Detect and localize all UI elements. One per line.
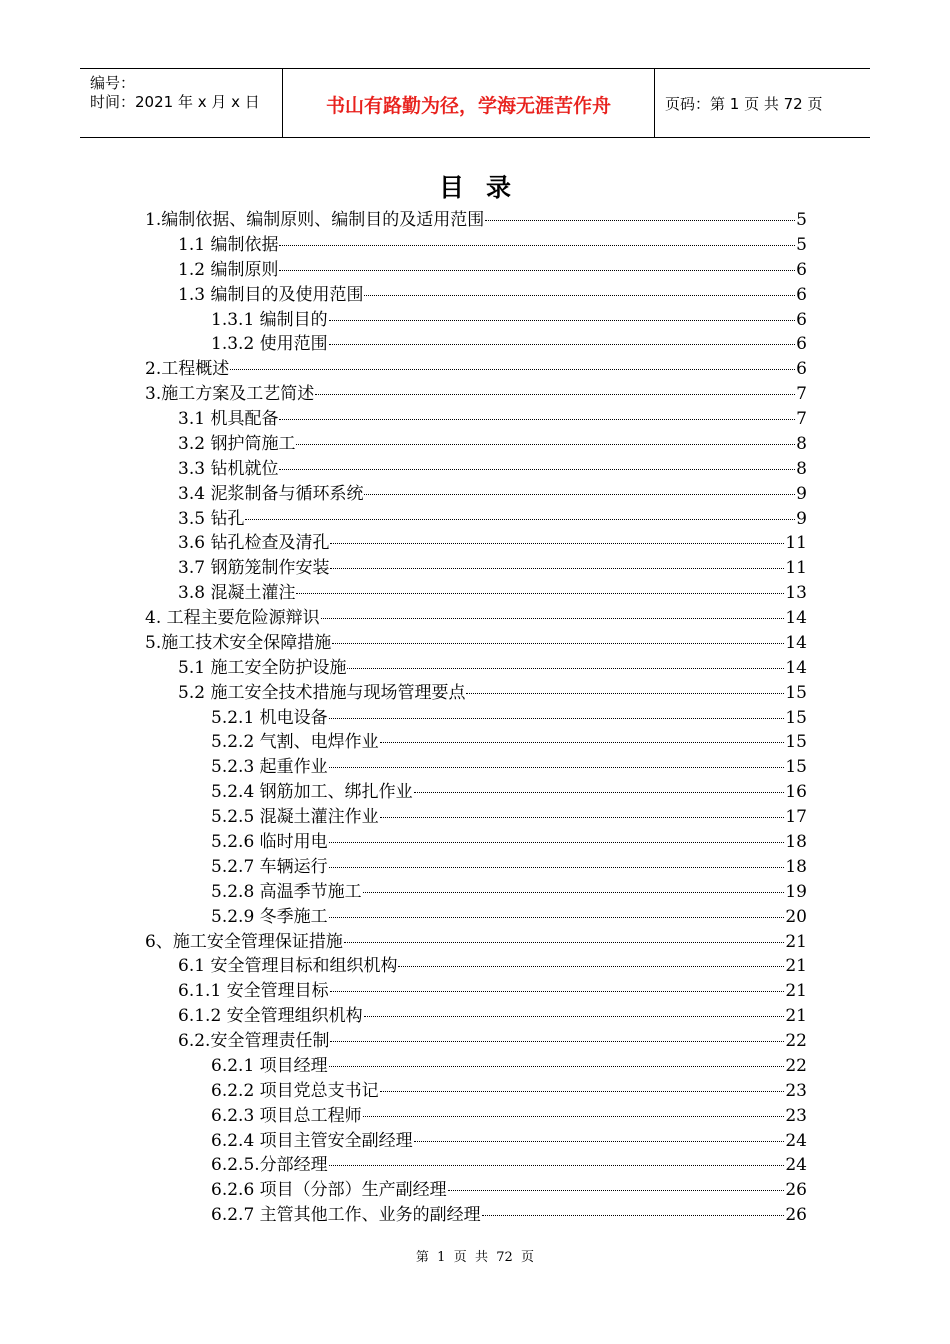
toc-entry-page: 6 <box>796 309 807 330</box>
toc-entry[interactable] <box>211 1129 807 1153</box>
toc-entry[interactable] <box>145 382 807 406</box>
toc-entry[interactable] <box>145 631 807 655</box>
toc-entry[interactable] <box>145 930 807 954</box>
toc-entry-page: 11 <box>785 558 807 579</box>
toc-entry-title: 3.8 混凝土灌注 <box>178 583 296 604</box>
toc-entry[interactable] <box>178 507 807 531</box>
toc-entry[interactable] <box>178 283 807 307</box>
toc-entry-page: 11 <box>785 533 807 554</box>
toc-leader-dots <box>380 1091 785 1092</box>
toc-entry-title: 1.3.2 使用范围 <box>211 334 328 355</box>
toc-entry-page: 7 <box>796 384 807 405</box>
toc-entry-title: 2.工程概述 <box>145 359 230 380</box>
toc-leader-dots <box>448 1190 785 1191</box>
toc-entry-title: 6.2.6 项目（分部）生产副经理 <box>211 1180 447 1201</box>
toc-entry-title: 3.4 泥浆制备与循环系统 <box>178 483 364 504</box>
toc-entry[interactable] <box>178 258 807 282</box>
toc-entry-title: 6.1.1 安全管理目标 <box>178 981 329 1002</box>
toc-entry[interactable] <box>211 1178 807 1202</box>
toc-leader-dots <box>380 742 785 743</box>
toc-leader-dots <box>330 543 784 544</box>
toc-leader-dots <box>332 643 784 644</box>
toc-entry[interactable] <box>211 730 807 754</box>
toc-entry-page: 20 <box>785 906 807 927</box>
toc-entry[interactable] <box>178 233 807 257</box>
toc-leader-dots <box>279 469 795 470</box>
toc-entry[interactable] <box>178 954 807 978</box>
toc-entry-page: 15 <box>785 757 807 778</box>
header-page-cell <box>655 69 870 137</box>
toc-entry-title: 4. 工程主要危险源辩识 <box>145 608 320 629</box>
toc-title: 目录 <box>438 173 533 202</box>
toc-entry-page: 21 <box>785 981 807 1002</box>
toc-entry[interactable] <box>211 1054 807 1078</box>
toc-entry-page: 19 <box>785 881 807 902</box>
toc-leader-dots <box>329 344 796 345</box>
toc-entry-page: 15 <box>785 682 807 703</box>
toc-entry[interactable] <box>211 1104 807 1128</box>
toc-entry-page: 13 <box>785 583 807 604</box>
toc-leader-dots <box>321 618 785 619</box>
toc-entry-page: 6 <box>796 359 807 380</box>
toc-entry-page: 15 <box>785 707 807 728</box>
date-label: 时间：2021 年 x 月 x 日 <box>90 93 260 111</box>
toc-entry-title: 6.2.1 项目经理 <box>211 1055 328 1076</box>
toc-entry[interactable] <box>211 1203 807 1227</box>
toc-entry-title: 1.2 编制原则 <box>178 259 279 280</box>
toc-entry-page: 8 <box>796 433 807 454</box>
toc-entry-title: 1.1 编制依据 <box>178 234 279 255</box>
toc-entry-page: 14 <box>785 657 807 678</box>
header-meta-cell <box>80 69 283 137</box>
toc-entry-page: 23 <box>785 1105 807 1126</box>
toc-leader-dots <box>364 494 795 495</box>
toc-leader-dots <box>279 270 795 271</box>
header-motto-cell <box>283 69 655 137</box>
toc-entry-page: 6 <box>796 259 807 280</box>
toc-entry-page: 26 <box>785 1205 807 1226</box>
toc-entry-title: 5.2.8 高温季节施工 <box>211 881 362 902</box>
page-info: 页码：第 1 页 共 72 页 <box>665 95 823 113</box>
toc-leader-dots <box>414 1141 785 1142</box>
toc-leader-dots <box>466 693 784 694</box>
toc-entry-page: 9 <box>796 483 807 504</box>
toc-entry-page: 24 <box>785 1155 807 1176</box>
toc-leader-dots <box>230 369 795 370</box>
toc-entry[interactable] <box>178 482 807 506</box>
toc-entry-page: 15 <box>785 732 807 753</box>
toc-entry-page: 14 <box>785 608 807 629</box>
toc-entry-title: 3.1 机具配备 <box>178 409 279 430</box>
toc-leader-dots <box>363 892 785 893</box>
toc-entry-title: 5.2.7 车辆运行 <box>211 856 328 877</box>
toc-leader-dots <box>329 867 785 868</box>
toc-entry-title: 3.7 钢筋笼制作安装 <box>178 558 330 579</box>
toc-leader-dots <box>347 668 784 669</box>
toc-entry[interactable] <box>178 979 807 1003</box>
toc-entry[interactable] <box>178 681 807 705</box>
toc-entry-title: 1.编制依据、编制原则、编制目的及适用范围 <box>145 210 485 230</box>
toc-entry[interactable] <box>211 880 807 904</box>
toc-entry-title: 6.2.5.分部经理 <box>211 1155 328 1176</box>
toc-entry-title: 6.1 安全管理目标和组织机构 <box>178 956 398 977</box>
toc-entry-title: 5.2.4 钢筋加工、绑扎作业 <box>211 782 413 803</box>
toc-entry-title: 1.3.1 编制目的 <box>211 309 328 330</box>
toc-entry-title: 6.2.安全管理责任制 <box>178 1031 330 1052</box>
toc-leader-dots <box>344 942 785 943</box>
toc-entry-title: 5.2.9 冬季施工 <box>211 906 328 927</box>
toc-leader-dots <box>279 245 795 246</box>
toc-entry[interactable] <box>145 208 807 232</box>
toc-leader-dots <box>482 1215 785 1216</box>
toc-entry-page: 9 <box>796 508 807 529</box>
toc-entry-title: 5.2.6 临时用电 <box>211 832 328 852</box>
page-footer: 第 1 页 共 72 页 <box>415 1250 535 1265</box>
toc-entry-title: 5.1 施工安全防护设施 <box>178 657 347 678</box>
toc-entry-page: 8 <box>796 458 807 479</box>
toc-entry[interactable] <box>211 332 807 356</box>
toc-entry-page: 7 <box>796 409 807 430</box>
toc-entry-page: 22 <box>785 1055 807 1076</box>
toc-leader-dots <box>279 419 795 420</box>
toc-entry-title: 3.2 钢护筒施工 <box>178 433 296 454</box>
toc-entry-page: 5 <box>796 210 807 230</box>
toc-entry-title: 5.2.1 机电设备 <box>211 707 328 728</box>
toc-entry-page: 5 <box>796 234 807 255</box>
toc-entry[interactable] <box>178 531 807 555</box>
toc-entry[interactable] <box>211 780 807 804</box>
toc-entry-title: 6.2.3 项目总工程师 <box>211 1105 362 1126</box>
toc-entry[interactable] <box>211 706 807 730</box>
toc-entry[interactable] <box>211 855 807 879</box>
toc-leader-dots <box>414 792 785 793</box>
toc-entry[interactable] <box>211 1153 807 1177</box>
toc-leader-dots <box>315 394 795 395</box>
toc-entry-page: 14 <box>785 632 807 653</box>
toc-entry-title: 6、施工安全管理保证措施 <box>145 931 343 952</box>
toc-entry-title: 3.3 钻机就位 <box>178 458 279 479</box>
toc-entry-page: 16 <box>785 782 807 803</box>
toc-leader-dots <box>245 519 795 520</box>
toc-leader-dots <box>329 718 785 719</box>
toc-leader-dots <box>364 295 795 296</box>
toc-leader-dots <box>329 1165 785 1166</box>
toc-leader-dots <box>329 917 785 918</box>
toc-leader-dots <box>329 1066 785 1067</box>
toc-entry-title: 3.施工方案及工艺简述 <box>145 384 315 405</box>
toc-entry-title: 6.2.7 主管其他工作、业务的副经理 <box>211 1205 481 1226</box>
toc-leader-dots <box>398 966 784 967</box>
toc-entry[interactable] <box>211 755 807 779</box>
toc-leader-dots <box>330 991 785 992</box>
toc-entry-title: 6.1.2 安全管理组织机构 <box>178 1006 363 1027</box>
serial-number-label: 编号： <box>90 74 136 92</box>
toc-entry-page: 6 <box>796 284 807 305</box>
toc-entry-page: 17 <box>785 807 807 828</box>
toc-leader-dots <box>296 444 795 445</box>
toc-leader-dots <box>296 593 784 594</box>
toc-entry-page: 23 <box>785 1080 807 1101</box>
toc-entry-title: 5.2.3 起重作业 <box>211 757 328 778</box>
toc-entry[interactable] <box>178 581 807 605</box>
toc-entry[interactable] <box>178 407 807 431</box>
toc-leader-dots <box>380 817 785 818</box>
toc-entry[interactable] <box>178 432 807 456</box>
toc-entry[interactable] <box>211 805 807 829</box>
toc-entry[interactable] <box>145 357 807 381</box>
toc-entry-title: 5.2.2 气割、电焊作业 <box>211 732 379 753</box>
toc-entry[interactable] <box>178 556 807 580</box>
toc-entry-page: 18 <box>785 856 807 877</box>
toc-entry-title: 5.2.5 混凝土灌注作业 <box>211 807 379 828</box>
toc-entry-title: 1.3 编制目的及使用范围 <box>178 284 364 305</box>
toc-entry-title: 3.6 钻孔检查及清孔 <box>178 533 330 554</box>
toc-entry-page: 21 <box>785 956 807 977</box>
toc-leader-dots <box>329 320 796 321</box>
toc-leader-dots <box>329 767 785 768</box>
toc-leader-dots <box>485 220 795 221</box>
toc-entry-page: 6 <box>796 334 807 355</box>
toc-entry-page: 24 <box>785 1130 807 1151</box>
toc-entry-title: 6.2.2 项目党总支书记 <box>211 1080 379 1101</box>
toc-entry-page: 21 <box>785 1006 807 1027</box>
page-header <box>80 68 870 138</box>
toc-entry[interactable] <box>178 656 807 680</box>
toc-entry-title: 3.5 钻孔 <box>178 508 245 529</box>
toc-leader-dots <box>363 1116 785 1117</box>
toc-entry-title: 5.施工技术安全保障措施 <box>145 632 332 653</box>
toc-leader-dots <box>364 1016 785 1017</box>
toc-entry[interactable] <box>211 308 807 332</box>
toc-leader-dots <box>329 842 785 843</box>
toc-entry[interactable] <box>211 905 807 929</box>
toc-entry[interactable] <box>178 457 807 481</box>
toc-entry-page: 18 <box>785 832 807 852</box>
toc-entry-title: 5.2 施工安全技术措施与现场管理要点 <box>178 682 466 703</box>
motto-text: 书山有路勤为径，学海无涯苦作舟 <box>325 95 611 117</box>
toc-entry[interactable] <box>145 606 807 630</box>
toc-leader-dots <box>330 1041 784 1042</box>
toc-entry[interactable] <box>211 1079 807 1103</box>
toc-entry-page: 22 <box>785 1031 807 1052</box>
toc-entry[interactable] <box>178 1029 807 1053</box>
toc-entry[interactable] <box>211 830 807 854</box>
toc-entry-page: 26 <box>785 1180 807 1201</box>
toc-leader-dots <box>330 568 784 569</box>
toc-entry[interactable] <box>178 1004 807 1028</box>
toc-entry-title: 6.2.4 项目主管安全副经理 <box>211 1130 413 1151</box>
toc-entry-page: 21 <box>785 931 807 952</box>
